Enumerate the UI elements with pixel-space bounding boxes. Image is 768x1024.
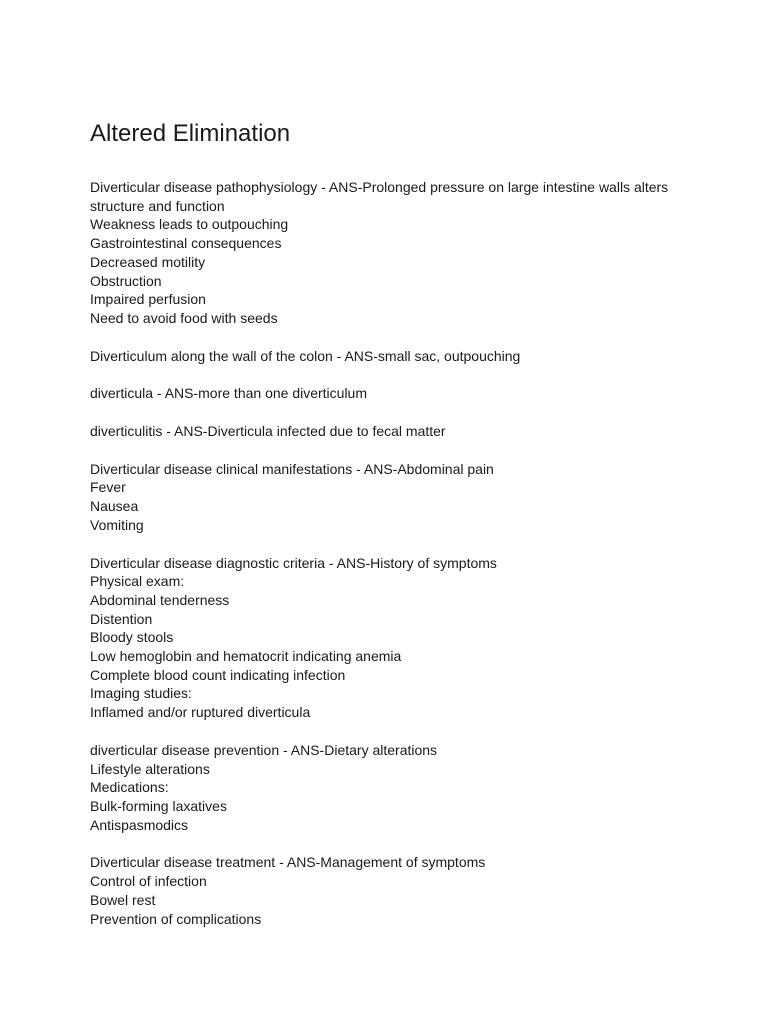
entry-diagnostic-criteria <box>90 554 690 722</box>
entry-line: Diverticular disease treatment - ANS-Management of symptoms <box>90 854 486 871</box>
entry-line: Fever <box>90 479 126 496</box>
entry-line: Impaired perfusion <box>90 291 206 308</box>
entry-clinical-manifestations <box>90 460 690 535</box>
entry-line: Prevention of complications <box>90 910 262 927</box>
entry-line: Imaging studies: <box>90 685 192 702</box>
entry-line: diverticulitis - ANS-Diverticula infected due to fecal matter <box>90 423 446 440</box>
entry-line: Nausea <box>90 498 139 515</box>
entry-diverticula <box>90 384 690 403</box>
entry-line: Gastrointestinal consequences <box>90 235 282 252</box>
entry-diverticulum <box>90 347 690 366</box>
entry-line: Low hemoglobin and hematocrit indicating anemia <box>90 648 402 665</box>
entry-line: Weakness leads to outpouching <box>90 216 289 233</box>
entry-line: Diverticular disease diagnostic criteria - ANS-History of symptoms <box>90 554 497 571</box>
entry-line: Obstruction <box>90 272 162 289</box>
entry-prevention <box>90 741 690 835</box>
entry-line: Complete blood count indicating infection <box>90 666 346 683</box>
entry-list <box>90 178 690 947</box>
entry-diverticulitis <box>90 422 690 441</box>
entry-line: Abdominal tenderness <box>90 591 230 608</box>
entry-line: Inflamed and/or ruptured diverticula <box>90 704 311 721</box>
entry-line: Diverticulum along the wall of the colon - ANS-small sac, outpouching <box>90 347 521 364</box>
entry-line: Distention <box>90 610 153 627</box>
entry-line: Lifestyle alterations <box>90 760 210 777</box>
entry-line: Control of infection <box>90 873 207 890</box>
entry-line: Bloody stools <box>90 629 174 646</box>
entry-line: diverticula - ANS-more than one diverticulum <box>90 385 368 402</box>
entry-line: Bowel rest <box>90 891 156 908</box>
entry-line: Need to avoid food with seeds <box>90 309 278 326</box>
entry-line: diverticular disease prevention - ANS-Dietary alterations <box>90 741 438 758</box>
entry-line: Diverticular disease pathophysiology - ANS-Prolonged pressure on large intestine walls alters structure and function <box>90 179 669 214</box>
entry-pathophysiology <box>90 178 690 328</box>
entry-treatment <box>90 853 690 928</box>
entry-line: Bulk-forming laxatives <box>90 797 227 814</box>
entry-line: Medications: <box>90 779 169 796</box>
entry-line: Physical exam: <box>90 573 185 590</box>
entry-line: Vomiting <box>90 516 144 533</box>
entry-line: Antispasmodics <box>90 816 189 833</box>
entry-line: Diverticular disease clinical manifestations - ANS-Abdominal pain <box>90 460 494 477</box>
page-title: Altered Elimination <box>90 120 291 147</box>
entry-line: Decreased motility <box>90 253 206 270</box>
